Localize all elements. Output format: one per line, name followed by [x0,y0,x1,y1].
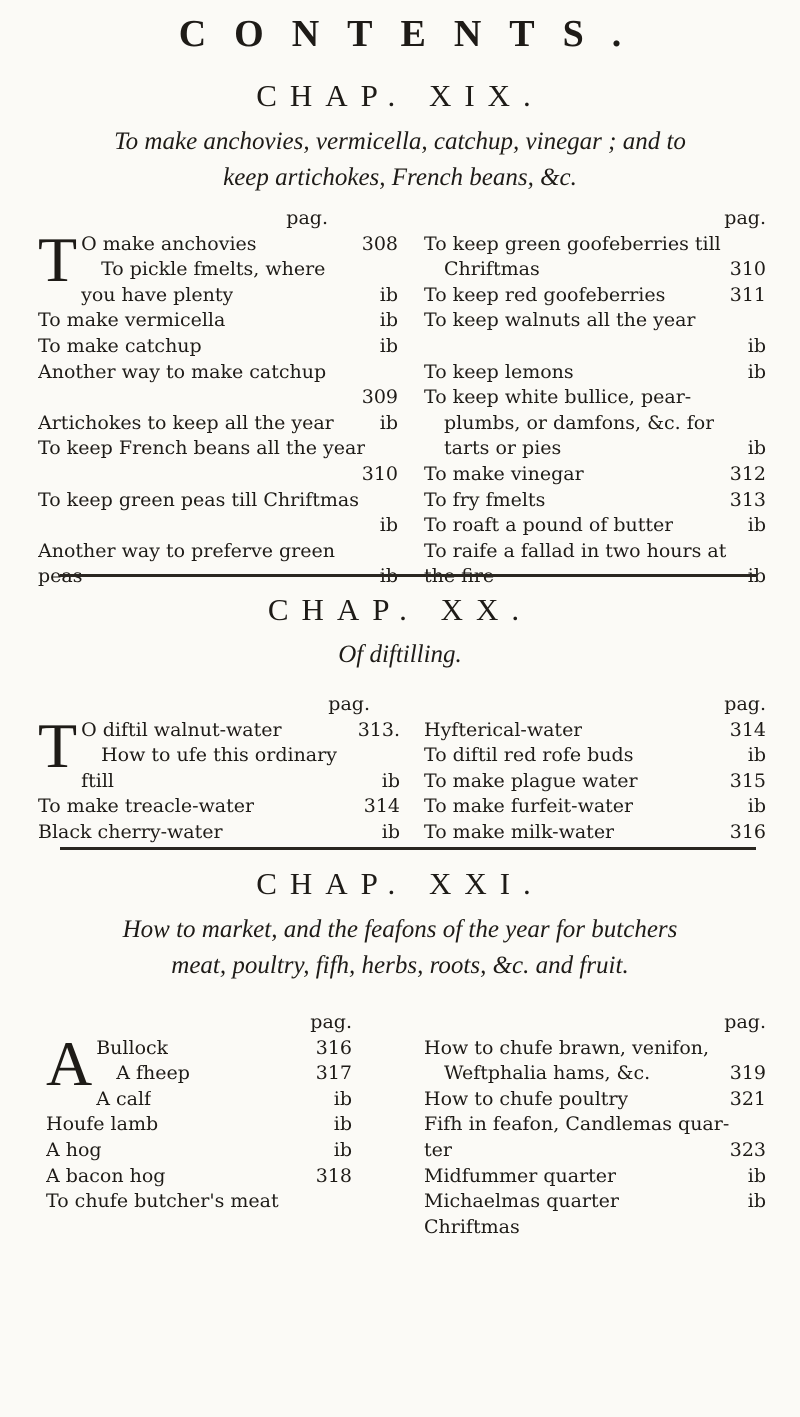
contents-entry [46,1112,352,1138]
drop-cap-t: T [38,709,78,781]
entry-title: To keep red goofeberries [424,283,666,306]
section-divider [60,847,756,850]
entry-page: ib [379,283,398,306]
entry-title: To diftil red rofe buds [424,744,634,767]
entry-page: ib [379,514,398,537]
entry-page: ib [333,1113,352,1136]
contents-entry [96,1036,352,1062]
contents-entry [424,436,766,462]
chapter-20-left-column [38,692,400,846]
contents-entry [424,743,766,769]
entry-title: To keep green goofeberries till [424,232,721,255]
contents-entry [38,513,398,539]
contents-entry [424,1215,766,1241]
entry-title: Another way to make catchup [38,360,327,383]
entry-page: 313 [729,488,766,511]
entry-title: To make vermicella [38,309,226,332]
contents-entry [424,257,766,283]
contents-entry [424,1138,766,1164]
contents-entry [38,488,398,514]
contents-entry [38,334,398,360]
contents-entry [96,1087,352,1113]
entry-title: Artichokes to keep all the year [38,411,334,434]
chapter-19-subtitle-line-1: To make anchovies, vermicella, catchup, vinegar ; and to [114,128,686,155]
entry-page: 316 [729,820,766,843]
entry-title: How to ufe this ordinary [101,744,337,767]
running-head: CONTENTS. [178,13,650,55]
contents-entry [38,820,400,846]
pag-label: pag. [724,693,766,715]
entry-title: Black cherry-water [38,820,223,843]
entry-title: Chriftmas [424,1215,520,1238]
entry-page: ib [747,514,766,537]
entry-page: ib [333,1087,352,1110]
chapter-21-subtitle [40,912,760,984]
entry-page: 310 [361,462,398,485]
contents-entry [424,1061,766,1087]
contents-entry [81,718,400,744]
entry-page: ib [747,744,766,767]
entry-title: To make treacle-water [38,795,255,818]
pag-label: pag. [286,207,328,229]
entry-page: ib [747,1190,766,1213]
chapter-19-subtitle [40,124,760,196]
contents-entry [81,283,398,309]
entry-title: A calf [96,1087,152,1110]
entry-page: ib [747,437,766,460]
contents-entry [424,820,766,846]
entry-page: 314 [729,718,766,741]
contents-entry [424,718,766,744]
entry-page: ib [747,334,766,357]
entry-page: 314 [363,795,400,818]
entry-title: To make catchup [38,334,202,357]
contents-entry [424,360,766,386]
entry-page: 311 [729,283,766,306]
contents-entry [424,488,766,514]
contents-entry [38,411,398,437]
entry-title: Houfe lamb [46,1113,159,1136]
entry-title: To pickle fmelts, where [101,258,326,281]
entry-title: To keep white bullice, pear- [424,386,692,409]
contents-entry [38,539,398,565]
chapter-20-subtitle: Of diftilling. [338,641,462,668]
contents-entry [424,1087,766,1113]
contents-entry [81,743,400,769]
entry-title: Michaelmas quarter [424,1190,619,1213]
entry-page: ib [379,334,398,357]
section-divider [60,574,756,577]
entry-title: To fry fmelts [424,488,546,511]
entry-title: you have plenty [81,283,234,306]
chapter-21-left-column [46,1010,352,1215]
chapter-21-right-column [424,1010,766,1240]
entry-title: How to chufe poultry [424,1087,629,1110]
entry-title: To make milk-water [424,820,615,843]
contents-entry [96,1061,352,1087]
entry-title: To keep lemons [424,360,574,383]
contents-entry [424,564,766,590]
entry-title: To roaft a pound of butter [424,514,674,537]
chapter-21-subtitle-line-2: meat, poultry, fifh, herbs, roots, &c. and fruit. [171,952,629,979]
entry-page: 316 [315,1036,352,1059]
entry-page: 318 [315,1164,352,1187]
entry-title: tarts or pies [444,437,562,460]
contents-entry [81,769,400,795]
entry-page: 315 [729,769,766,792]
entry-page: 308 [361,232,398,255]
entry-page: 312 [729,462,766,485]
contents-entry [38,385,398,411]
contents-entry [38,462,398,488]
contents-entry [38,308,398,334]
entry-title: To make furfeit-water [424,795,634,818]
entry-page: ib [381,820,400,843]
entry-title: Chriftmas [444,258,540,281]
entry-title: To chufe butcher's meat [46,1190,279,1213]
contents-entry [424,1164,766,1190]
contents-entry [424,283,766,309]
entry-title: Hyfterical-water [424,718,583,741]
entry-title: Another way to preferve green [38,539,335,562]
chapter-19-heading: CHAP. XIX. [256,78,544,113]
pag-label: pag. [310,1011,352,1033]
entry-title: A fheep [116,1062,190,1085]
entry-page: ib [747,1164,766,1187]
drop-cap-a: A [46,1027,93,1099]
entry-page: 310 [729,258,766,281]
entry-page: ib [381,769,400,792]
contents-entry [38,436,398,462]
entry-page: 319 [729,1062,766,1085]
contents-entry [424,334,766,360]
entry-page: 321 [729,1087,766,1110]
contents-entry [46,1138,352,1164]
contents-entry [424,1112,766,1138]
contents-entry [81,232,398,258]
entry-title: To raife a fallad in two hours at [424,539,727,562]
contents-entry [424,232,766,258]
entry-title: A bacon hog [46,1164,166,1187]
pag-label: pag. [724,207,766,229]
entry-title: Weftphalia hams, &c. [444,1062,651,1085]
entry-title: O make anchovies [81,232,257,255]
contents-entry [424,385,766,411]
chapter-19-right-column [424,206,766,590]
contents-entry [424,769,766,795]
pag-label: pag. [724,1011,766,1033]
entry-title: To make plague water [424,769,638,792]
entry-title: Midfummer quarter [424,1164,617,1187]
chapter-21-heading: CHAP. XXI. [256,866,544,901]
entry-title: plumbs, or damfons, &c. for [444,411,715,434]
contents-entry [81,257,398,283]
entry-title: the fire [424,565,495,588]
contents-entry [424,308,766,334]
chapter-20-heading: CHAP. XX. [267,592,533,627]
entry-page: ib [747,565,766,588]
contents-entry [424,411,766,437]
contents-entry [424,1036,766,1062]
entry-title: ter [424,1138,452,1161]
contents-entry [424,513,766,539]
entry-page: ib [333,1138,352,1161]
contents-entry [424,1189,766,1215]
entry-page: 313. [357,718,400,741]
contents-entry [38,564,398,590]
contents-entry [46,1189,352,1215]
drop-cap-t: T [38,223,78,295]
entry-title: How to chufe brawn, venifon, [424,1036,710,1059]
entry-title: A hog [46,1138,102,1161]
entry-page: 309 [361,386,398,409]
entry-page: ib [747,795,766,818]
entry-title: To keep green peas till Chriftmas [38,488,360,511]
entry-page: ib [379,411,398,434]
entry-page: ib [747,360,766,383]
entry-title: To make vinegar [424,462,584,485]
entry-title: To keep walnuts all the year [424,309,696,332]
chapter-19-subtitle-line-2: keep artichokes, French beans, &c. [223,164,577,191]
entry-title: Bullock [96,1036,169,1059]
chapter-19-left-column [38,206,398,590]
entry-page: 317 [315,1062,352,1085]
entry-title: O diftil walnut-water [81,718,282,741]
entry-title: Fifh in feafon, Candlemas quar- [424,1113,730,1136]
chapter-20-right-column [424,692,766,846]
chapter-21-subtitle-line-1: How to market, and the feafons of the year for butchers [122,916,678,943]
contents-entry [424,539,766,565]
entry-page: 323 [729,1138,766,1161]
contents-entry [46,1164,352,1190]
pag-label: pag. [328,693,370,715]
entry-page: ib [379,309,398,332]
entry-page: ib [379,565,398,588]
entry-title: peas [38,565,83,588]
contents-entry [38,360,398,386]
contents-entry [424,462,766,488]
contents-entry [424,794,766,820]
contents-entry [38,794,400,820]
entry-title: To keep French beans all the year [38,437,366,460]
entry-title: ftill [81,769,114,792]
